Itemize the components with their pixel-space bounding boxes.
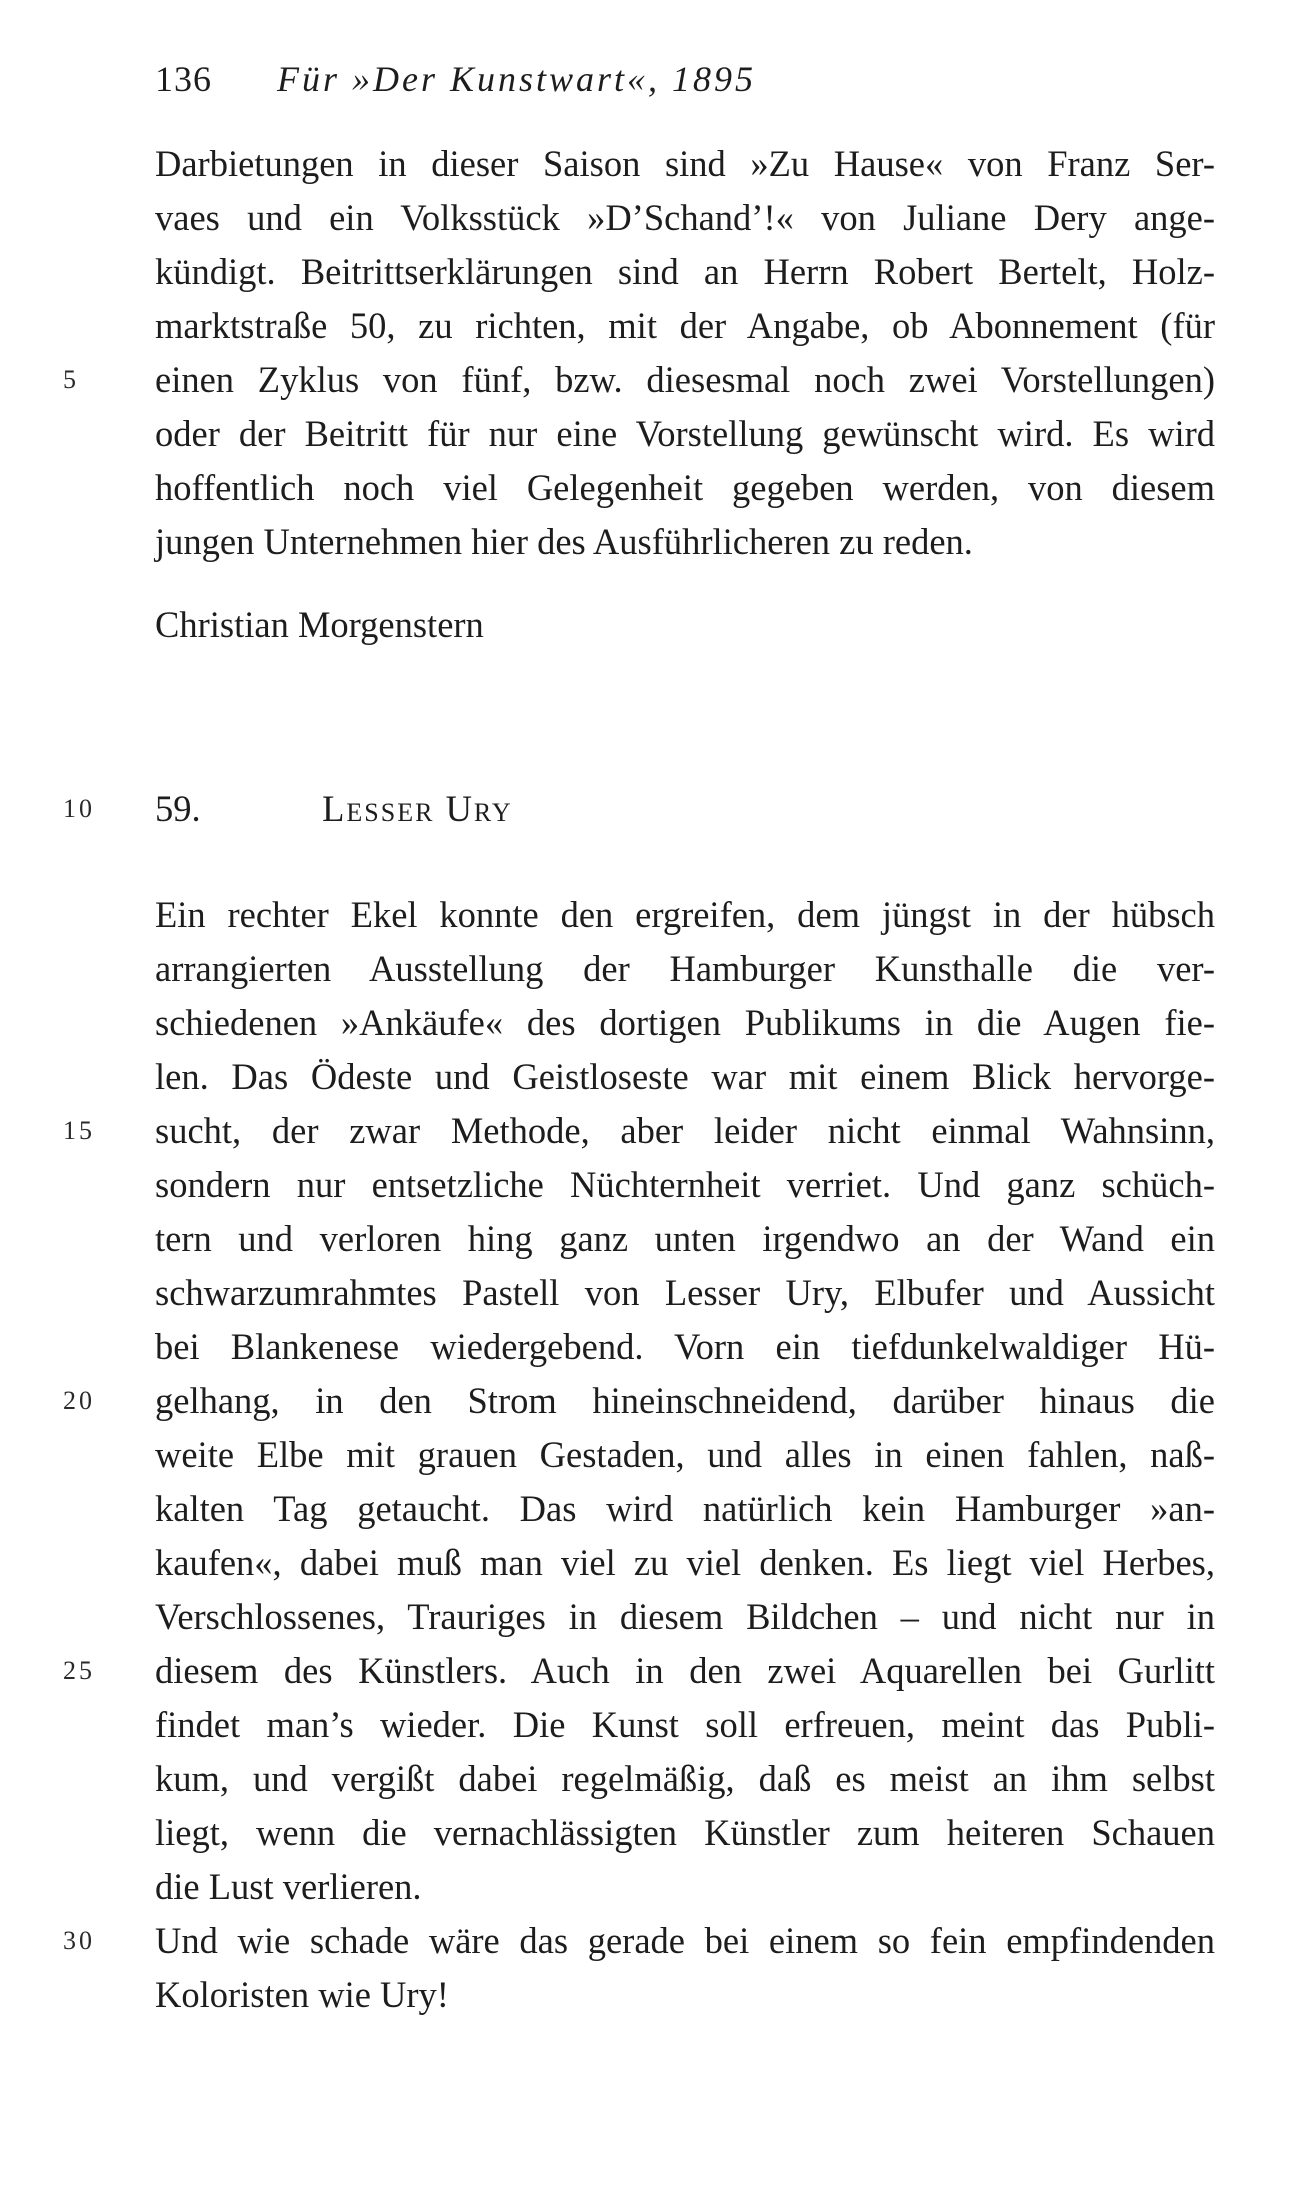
text-line [155, 461, 1215, 515]
text-line [63, 1104, 1215, 1158]
text-line [155, 1968, 1215, 2022]
line-text: Ein rechter Ekel konnte den ergreifen, dem jüngst in der hübsch [155, 894, 1215, 935]
line-number: 30 [63, 1926, 95, 1955]
text-line [63, 353, 1215, 407]
text-line [63, 1914, 1215, 1968]
text-line [155, 1158, 1215, 1212]
line-number: 10 [63, 794, 95, 823]
line-text: kaufen«, dabei muß man viel zu viel denken. Es liegt viel Herbes, [155, 1542, 1215, 1583]
line-text: sondern nur entsetzliche Nüchternheit verriet. Und ganz schüch- [155, 1164, 1215, 1205]
text-line [155, 1212, 1215, 1266]
line-text: Koloristen wie Ury! [155, 1974, 449, 2015]
running-title: Für »Der Kunstwart«, 1895 [277, 59, 757, 99]
author-signature: Christian Morgenstern [155, 604, 484, 645]
text-line [155, 942, 1215, 996]
line-text: schiedenen »Ankäufe« des dortigen Publikums in die Augen fie- [155, 1002, 1215, 1043]
text-line [155, 1806, 1215, 1860]
line-text: kündigt. Beitrittserklärungen sind an Herrn Robert Bertelt, Holz- [155, 251, 1215, 292]
text-line [155, 137, 1215, 191]
line-text: schwarzumrahmtes Pastell von Lesser Ury, Elbufer und Aussicht [155, 1272, 1215, 1313]
text-line [63, 1374, 1215, 1428]
line-text: hoffentlich noch viel Gelegenheit gegeben werden, von diesem [155, 467, 1215, 508]
line-text: liegt, wenn die vernachlässigten Künstler zum heiteren Schauen [155, 1812, 1215, 1853]
text-line [155, 407, 1215, 461]
continued-text [63, 137, 1215, 569]
text-line [155, 996, 1215, 1050]
line-text: kalten Tag getaucht. Das wird natürlich kein Hamburger »an- [155, 1488, 1215, 1529]
line-text: arrangierten Ausstellung der Hamburger Kunsthalle die ver- [155, 948, 1215, 989]
text-line [155, 1482, 1215, 1536]
line-text: tern und verloren hing ganz unten irgendwo an der Wand ein [155, 1218, 1215, 1259]
line-text: len. Das Ödeste und Geistloseste war mit einem Blick hervorge- [155, 1056, 1215, 1097]
line-text: gelhang, in den Strom hineinschneidend, darüber hinaus die [155, 1380, 1215, 1421]
line-text: Und wie schade wäre das gerade bei einem so fein empfindenden [155, 1920, 1215, 1961]
line-text: oder der Beitritt für nur eine Vorstellung gewünscht wird. Es wird [155, 413, 1215, 454]
line-number: 5 [63, 365, 79, 394]
page-number: 136 [155, 59, 212, 99]
line-text: marktstraße 50, zu richten, mit der Angabe, ob Abonnement (für [155, 305, 1215, 346]
section-title: Lesser Ury [322, 788, 513, 829]
text-line [155, 191, 1215, 245]
text-line [155, 1320, 1215, 1374]
section-heading [63, 782, 1055, 836]
line-number: 20 [63, 1386, 95, 1415]
text-line [155, 245, 1215, 299]
line-text: kum, und vergißt dabei regelmäßig, daß es meist an ihm selbst [155, 1758, 1215, 1799]
text-line [63, 1644, 1215, 1698]
line-text: die Lust verlieren. [155, 1866, 422, 1907]
text-line [155, 299, 1215, 353]
line-text: weite Elbe mit grauen Gestaden, und alles in einen fahlen, naß- [155, 1434, 1215, 1475]
line-text: vaes und ein Volksstück »D’Schand’!« von Juliane Dery ange- [155, 197, 1215, 238]
section-number: 59. [155, 788, 201, 829]
text-line [155, 515, 1215, 569]
text-line [155, 1050, 1215, 1104]
text-line [155, 1536, 1215, 1590]
line-text: einen Zyklus von fünf, bzw. diesesmal noch zwei Vorstellungen) [155, 359, 1215, 400]
page-header [155, 56, 756, 102]
line-text: Darbietungen in dieser Saison sind »Zu Hause« von Franz Ser- [155, 143, 1215, 184]
line-number: 25 [63, 1656, 95, 1685]
text-line [155, 1428, 1215, 1482]
line-text: diesem des Künstlers. Auch in den zwei Aquarellen bei Gurlitt [155, 1650, 1215, 1691]
line-text: jungen Unternehmen hier des Ausführlicheren zu reden. [155, 521, 973, 562]
text-line [155, 1266, 1215, 1320]
text-line [155, 1590, 1215, 1644]
line-number: 15 [63, 1116, 95, 1145]
line-text: Verschlossenes, Trauriges in diesem Bildchen – und nicht nur in [155, 1596, 1215, 1637]
text-line [155, 1860, 1215, 1914]
section-body [63, 888, 1215, 2022]
line-text: bei Blankenese wiedergebend. Vorn ein tiefdunkelwaldiger Hü- [155, 1326, 1215, 1367]
text-line [155, 1698, 1215, 1752]
text-line [155, 888, 1215, 942]
line-text: findet man’s wieder. Die Kunst soll erfreuen, meint das Publi- [155, 1704, 1215, 1745]
line-text: sucht, der zwar Methode, aber leider nicht einmal Wahnsinn, [155, 1110, 1215, 1151]
text-line [155, 1752, 1215, 1806]
